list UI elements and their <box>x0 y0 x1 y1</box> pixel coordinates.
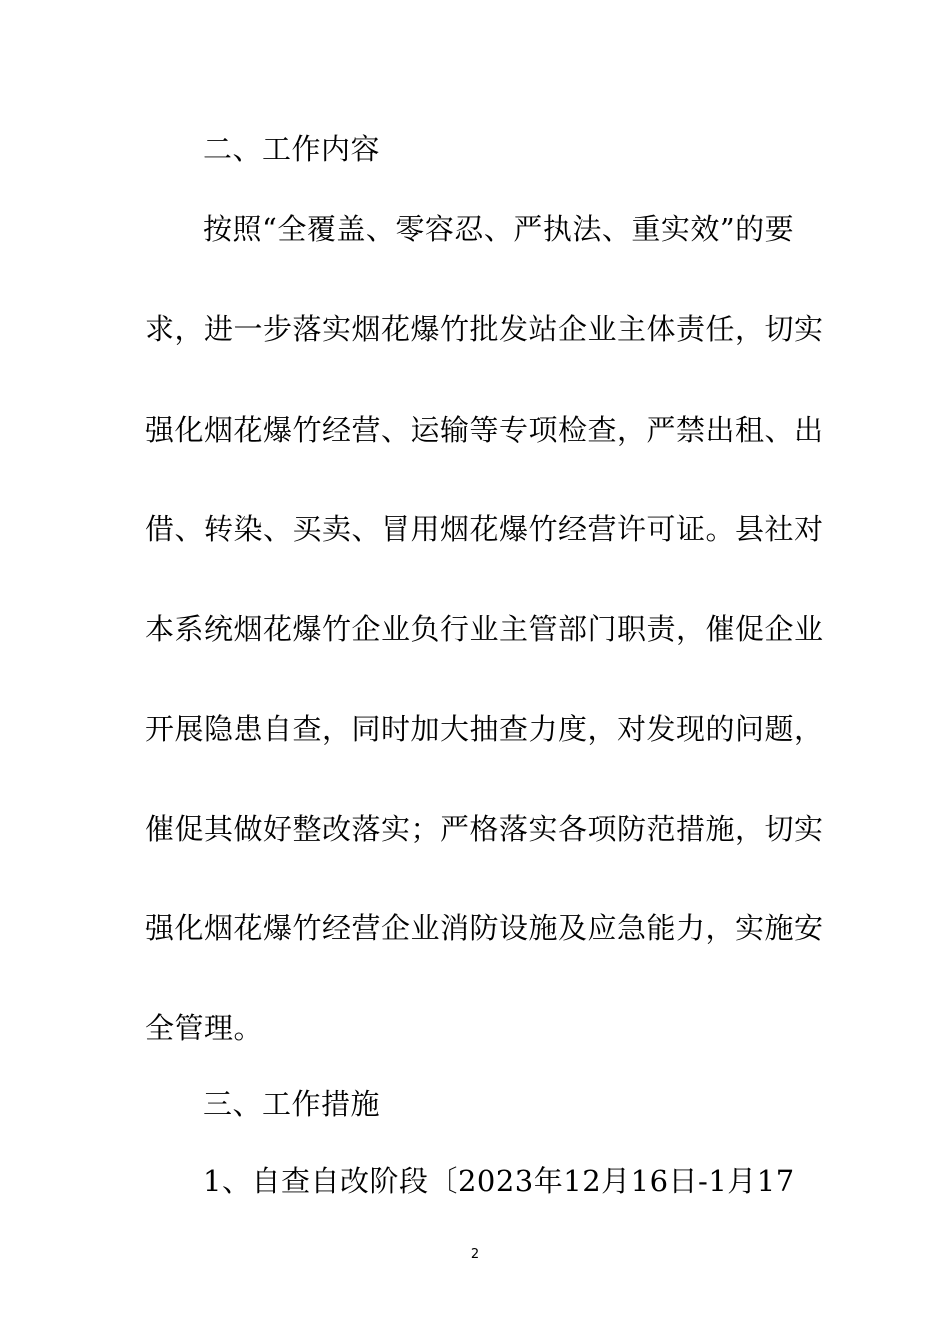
paragraph-line: 本系统烟花爆竹企业负行业主管部门职责，催促企业 <box>145 612 824 646</box>
list-item-line: 1、自查自改阶段〔2023年12月16日-1月17 <box>203 1164 795 1198</box>
paragraph-line: 催促其做好整改落实；严格落实各项防范措施，切实 <box>145 812 824 846</box>
paragraph-line: 开展隐患自查，同时加大抽查力度，对发现的问题， <box>145 712 824 746</box>
page-number: 2 <box>470 1247 480 1262</box>
paragraph-line: 强化烟花爆竹经营企业消防设施及应急能力，实施安 <box>145 911 824 945</box>
paragraph-line: 按照“全覆盖、零容忍、严执法、重实效”的要 <box>203 212 795 246</box>
paragraph-line: 求，进一步落实烟花爆竹批发站企业主体责任，切实 <box>145 312 824 346</box>
section-heading-work-content: 二、工作内容 <box>203 132 381 166</box>
paragraph-line: 强化烟花爆竹经营、运输等专项检查，严禁出租、出 <box>145 413 824 447</box>
section-heading-work-measures: 三、工作措施 <box>203 1087 381 1121</box>
paragraph-line: 全管理。 <box>145 1011 264 1045</box>
paragraph-line: 借、转染、买卖、冒用烟花爆竹经营许可证。县社对 <box>145 512 824 546</box>
